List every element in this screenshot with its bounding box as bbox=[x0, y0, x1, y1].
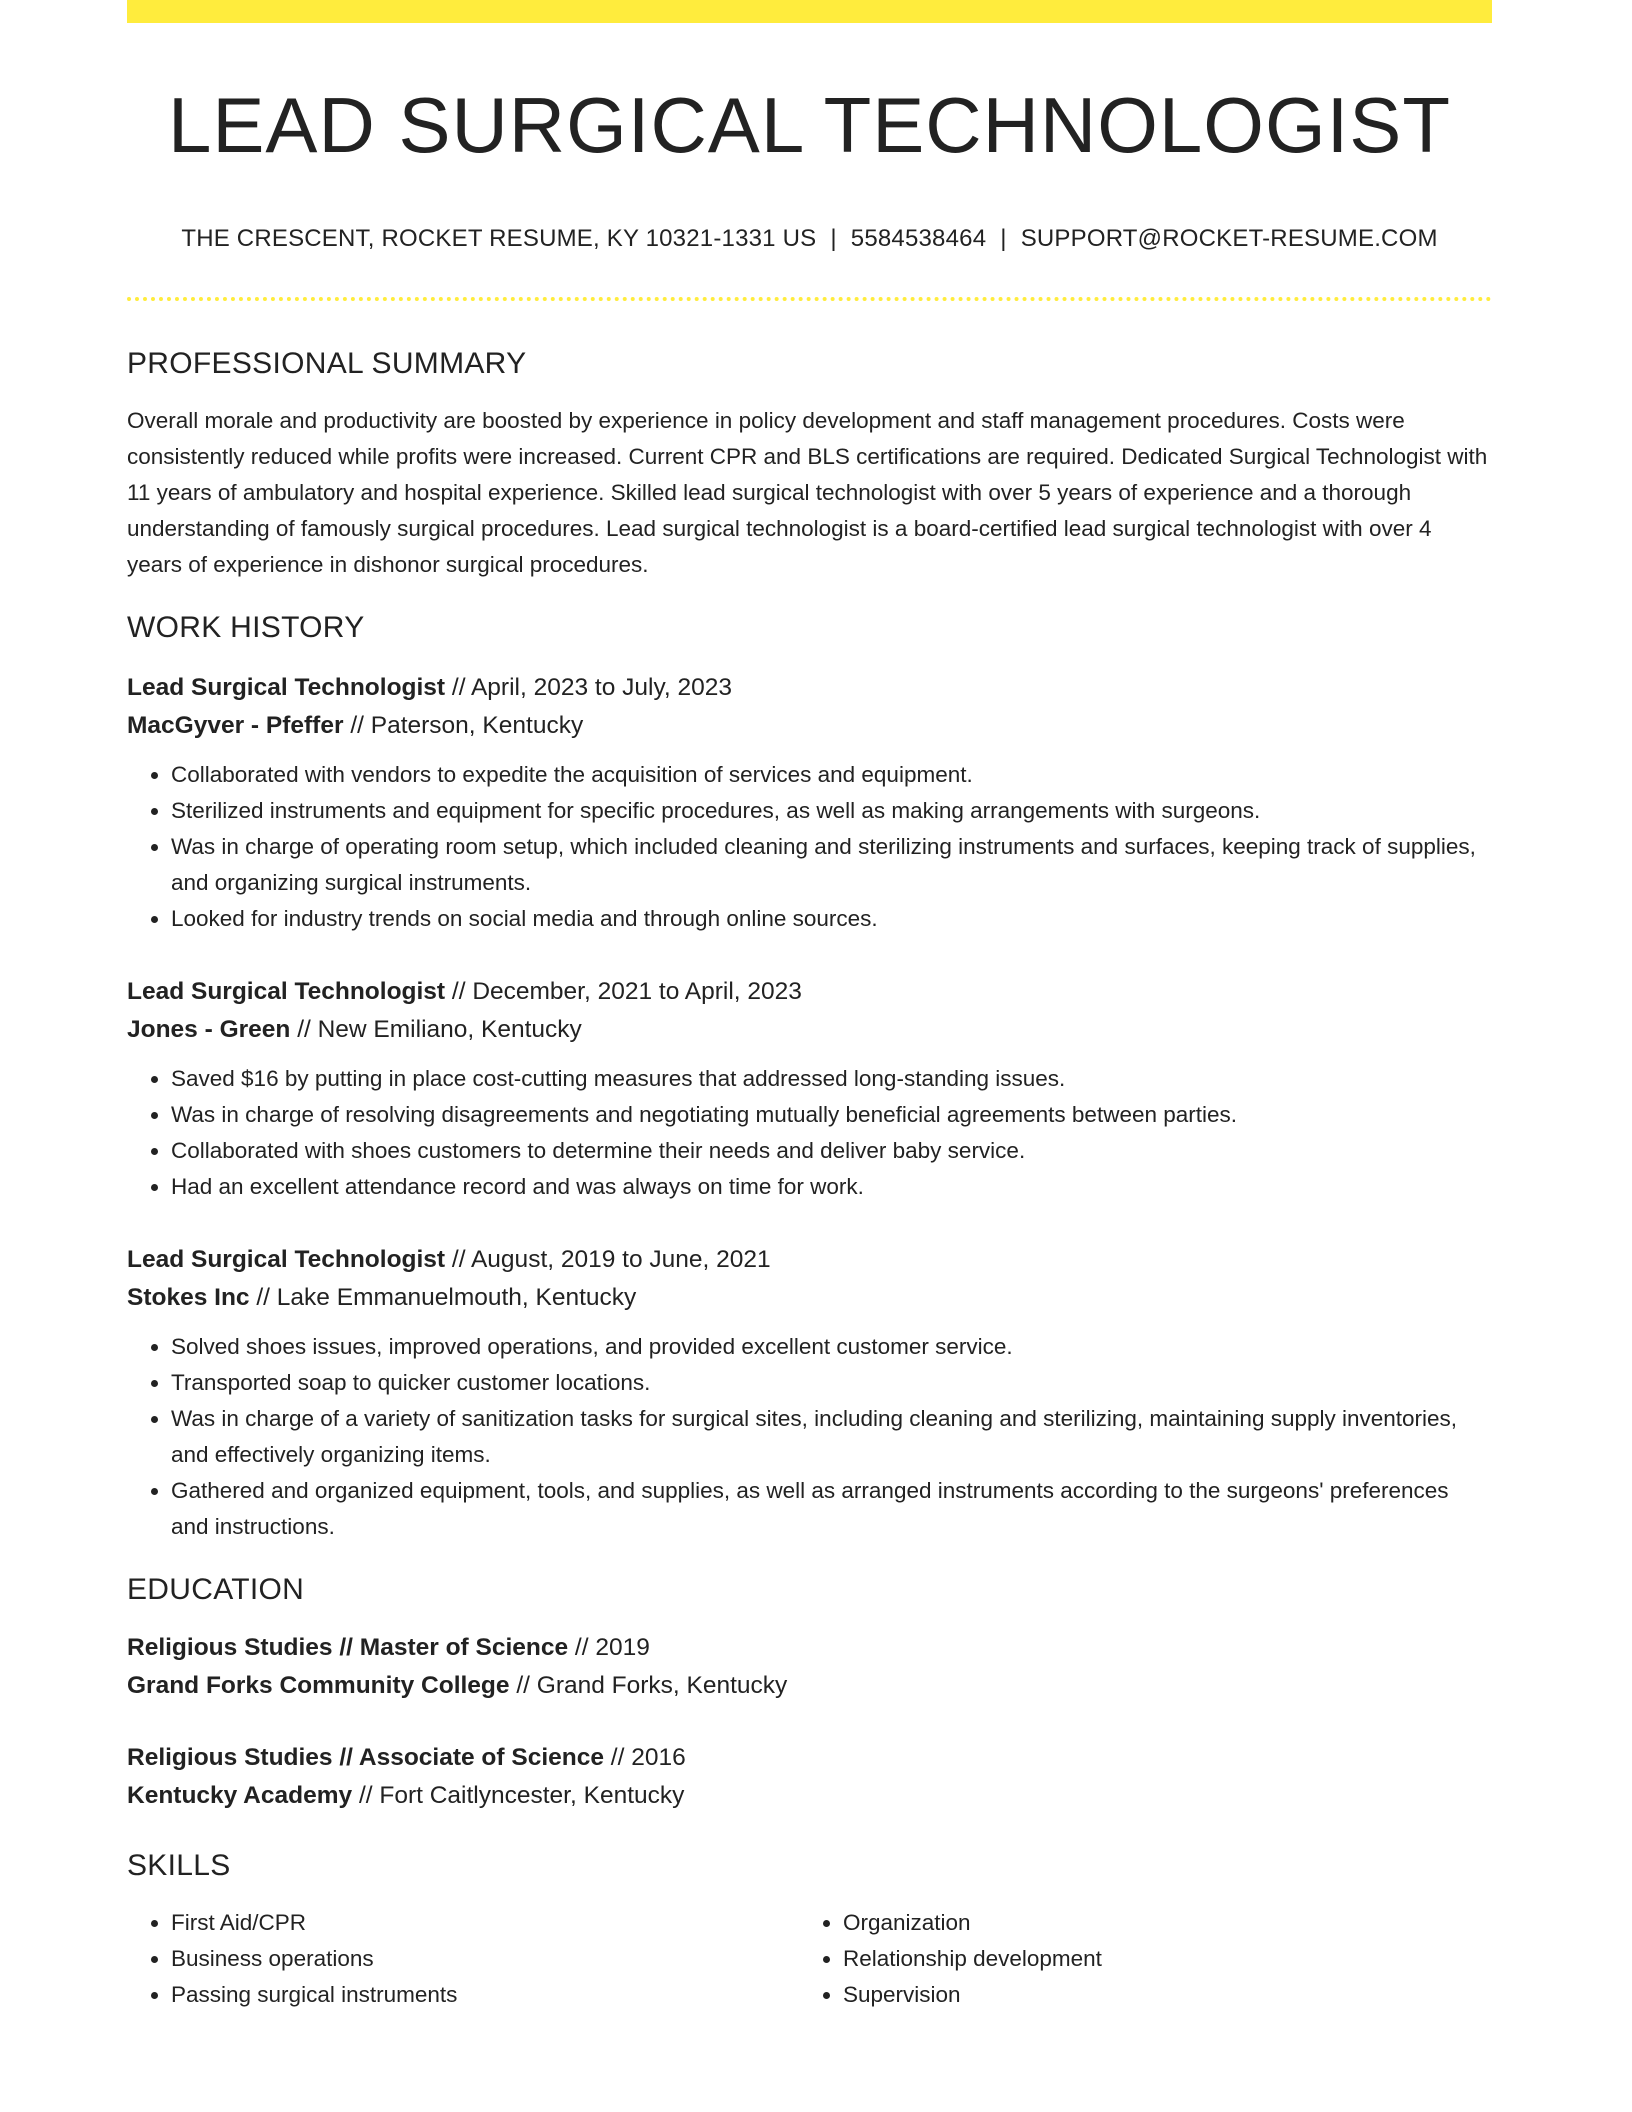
job-entry bbox=[127, 669, 1492, 937]
job-title-line bbox=[127, 1241, 1492, 1279]
education-entry bbox=[127, 1629, 1492, 1705]
school-line bbox=[127, 1777, 1492, 1815]
school: Grand Forks Community College bbox=[127, 1671, 510, 1699]
job-dates: // December, 2021 to April, 2023 bbox=[445, 977, 802, 1005]
skills-list bbox=[127, 1905, 1492, 2013]
job-role: Lead Surgical Technologist bbox=[127, 1245, 446, 1273]
list-item: • Collaborated with vendors to expedite the acquisition of services and equipment. bbox=[171, 757, 1492, 793]
job-entry bbox=[127, 973, 1492, 1205]
skill-item: • Passing surgical instruments bbox=[171, 1977, 799, 2013]
list-item: • Had an excellent attendance record and was always on time for work. bbox=[171, 1169, 1492, 1205]
job-dates: // August, 2019 to June, 2021 bbox=[445, 1245, 771, 1273]
job-bullets bbox=[127, 1329, 1492, 1545]
education-entry bbox=[127, 1739, 1492, 1815]
address: THE CRESCENT, ROCKET RESUME, KY 10321-1331 US bbox=[181, 224, 817, 252]
school-line bbox=[127, 1667, 1492, 1705]
skill-item: • Business operations bbox=[171, 1941, 799, 1977]
accent-top-bar bbox=[127, 0, 1492, 23]
job-company-line bbox=[127, 1011, 1492, 1049]
job-entry bbox=[127, 1241, 1492, 1545]
job-role: Lead Surgical Technologist bbox=[127, 977, 446, 1005]
list-item: • Solved shoes issues, improved operations, and provided excellent customer service. bbox=[171, 1329, 1492, 1365]
job-bullets bbox=[127, 1061, 1492, 1205]
grad-year: // 2016 bbox=[603, 1743, 686, 1771]
email: SUPPORT@ROCKET-RESUME.COM bbox=[1020, 224, 1438, 252]
skill-item: • Relationship development bbox=[843, 1941, 1471, 1977]
school-location: // Grand Forks, Kentucky bbox=[509, 1671, 788, 1699]
list-item: • Transported soap to quicker customer locations. bbox=[171, 1365, 1492, 1401]
summary-text: Overall morale and productivity are boosted by experience in policy development and staff management procedures. Costs were consistently reduced while profits were increased. Current CPR and BLS certifications are required. Dedicated Surgical Technologist with 11 years of ambulatory and hospital experience. Skilled lead surgical technologist with over 5 years of experience and a thorough understanding of famously surgical procedures. Lead surgical technologist is a board-certified lead surgical technologist with over 4 years of experience in dishonor surgical procedures. bbox=[127, 407, 1488, 577]
separator: | bbox=[830, 224, 837, 252]
job-role: Lead Surgical Technologist bbox=[127, 673, 446, 701]
job-title-line bbox=[127, 669, 1492, 707]
job-location: // New Emiliano, Kentucky bbox=[290, 1015, 582, 1043]
job-dates: // April, 2023 to July, 2023 bbox=[445, 673, 733, 701]
section-title-work-history: WORK HISTORY bbox=[127, 610, 365, 644]
school-location: // Fort Caitlyncester, Kentucky bbox=[352, 1781, 685, 1809]
job-location: // Paterson, Kentucky bbox=[343, 711, 584, 739]
section-title-education: EDUCATION bbox=[127, 1572, 305, 1606]
skills-column-right bbox=[799, 1905, 1471, 2013]
section-title-skills: SKILLS bbox=[127, 1848, 231, 1882]
school: Kentucky Academy bbox=[127, 1781, 353, 1809]
grad-year: // 2019 bbox=[568, 1633, 650, 1661]
dotted-divider bbox=[127, 297, 1492, 301]
list-item: • Saved $16 by putting in place cost-cutting measures that addressed long-standing issues. bbox=[171, 1061, 1492, 1097]
job-bullets bbox=[127, 757, 1492, 937]
list-item: • Was in charge of resolving disagreements and negotiating mutually beneficial agreements between parties. bbox=[171, 1097, 1492, 1133]
degree: Religious Studies // Associate of Science bbox=[127, 1743, 604, 1771]
resume-page bbox=[127, 0, 1492, 2013]
degree-line bbox=[127, 1739, 1492, 1777]
list-item: • Looked for industry trends on social media and through online sources. bbox=[171, 901, 1492, 937]
job-company-line bbox=[127, 1279, 1492, 1317]
contact-line bbox=[127, 225, 1492, 253]
list-item: • Gathered and organized equipment, tools, and supplies, as well as arranged instruments according to the surgeons' preferences and instructions. bbox=[171, 1473, 1492, 1545]
job-company: Stokes Inc bbox=[127, 1283, 250, 1311]
job-company: Jones - Green bbox=[127, 1015, 291, 1043]
list-item: • Sterilized instruments and equipment for specific procedures, as well as making arrangements with surgeons. bbox=[171, 793, 1492, 829]
list-item: • Collaborated with shoes customers to determine their needs and deliver baby service. bbox=[171, 1133, 1492, 1169]
job-location: // Lake Emmanuelmouth, Kentucky bbox=[249, 1283, 637, 1311]
section-title-summary: PROFESSIONAL SUMMARY bbox=[127, 346, 527, 380]
degree: Religious Studies // Master of Science bbox=[127, 1633, 569, 1661]
list-item: • Was in charge of operating room setup, which included cleaning and sterilizing instruments and surfaces, keeping track of supplies, and organizing surgical instruments. bbox=[171, 829, 1492, 901]
skill-item: • Organization bbox=[843, 1905, 1471, 1941]
resume-title: LEAD SURGICAL TECHNOLOGIST bbox=[168, 81, 1451, 169]
job-title-line bbox=[127, 973, 1492, 1011]
skill-item: • Supervision bbox=[843, 1977, 1471, 2013]
job-company-line bbox=[127, 707, 1492, 745]
list-item: • Was in charge of a variety of sanitization tasks for surgical sites, including cleaning and sterilizing, maintaining supply inventories, and effectively organizing items. bbox=[171, 1401, 1492, 1473]
phone: 5584538464 bbox=[850, 224, 987, 252]
job-company: MacGyver - Pfeffer bbox=[127, 711, 344, 739]
separator: | bbox=[1000, 224, 1007, 252]
skills-column-left bbox=[127, 1905, 799, 2013]
skill-item: • First Aid/CPR bbox=[171, 1905, 799, 1941]
degree-line bbox=[127, 1629, 1492, 1667]
